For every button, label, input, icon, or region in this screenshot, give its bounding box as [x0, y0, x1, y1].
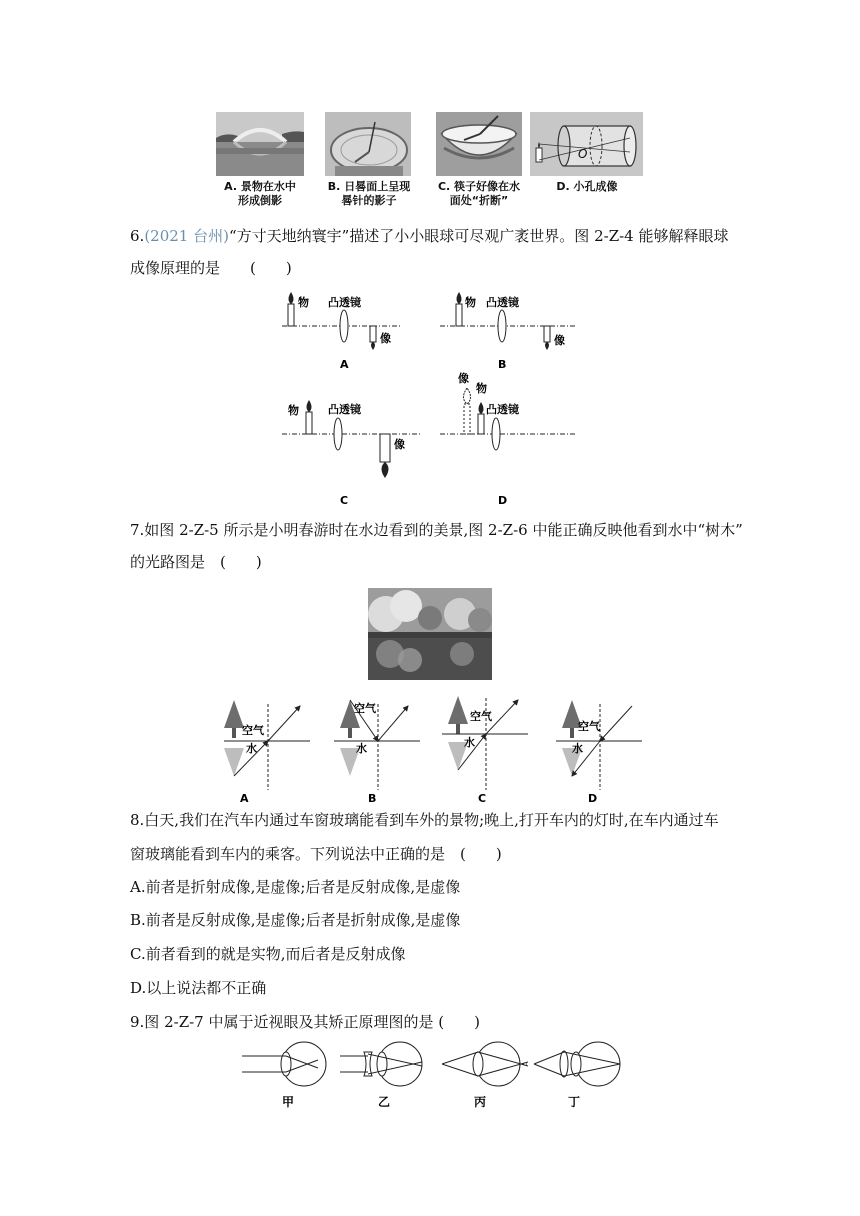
q7-light-path-diagrams: [210, 690, 650, 810]
q6-option-d: D: [498, 494, 508, 507]
q5-caption-d: D. 小孔成像: [556, 180, 618, 193]
svg-text:水: 水: [246, 742, 257, 755]
pinhole-camera-diagram: [530, 112, 643, 176]
svg-text:水: 水: [464, 736, 475, 749]
q8-option-c: C.前者看到的就是实物,而后者是反射成像: [130, 945, 406, 963]
svg-text:水: 水: [572, 742, 583, 755]
svg-text:物: 物: [465, 296, 476, 309]
q9-diagram-jia: [242, 1042, 326, 1109]
svg-text:水: 水: [356, 742, 367, 755]
svg-text:空气: 空气: [578, 720, 600, 733]
q6-diagram-d: [440, 371, 575, 507]
q6-diagram-c: [282, 400, 420, 507]
q9-option-bing: 丙: [474, 1095, 487, 1109]
q7-diagram-a: [224, 700, 310, 805]
bridge-reflection-photo: [216, 112, 304, 176]
svg-text:凸透镜: 凸透镜: [486, 403, 519, 416]
q7-option-a: A: [240, 792, 249, 805]
q6-option-c: C: [340, 494, 349, 507]
q7-diagram-d: [556, 700, 642, 805]
q7-diagram-b: [334, 700, 420, 805]
q6-option-b: B: [498, 358, 507, 371]
q8-option-a: A.前者是折射成像,是虚像;后者是反射成像,是虚像: [130, 878, 461, 896]
svg-text:凸透镜: 凸透镜: [328, 296, 361, 309]
q9-eye-diagrams: [238, 1040, 630, 1112]
svg-text:像: 像: [458, 372, 469, 385]
q9-option-yi: 乙: [378, 1095, 391, 1109]
q5-caption-c: C. 筷子好像在水 面处“折断”: [437, 180, 521, 207]
q6-diagram-b: [440, 292, 575, 371]
lake-scene-photo: [368, 588, 492, 680]
q8-question-line1: 8.白天,我们在汽车内通过车窗玻璃能看到车外的景物;晚上,打开车内的灯时,在车内通过车: [130, 811, 719, 829]
q6-diagram-a: [282, 292, 400, 371]
q9-diagram-bing: [442, 1042, 528, 1109]
sundial-photo: [325, 112, 411, 176]
svg-text:凸透镜: 凸透镜: [328, 403, 361, 416]
q7-question-line2: 的光路图是 ( ): [130, 553, 262, 571]
q7-question-line1: 7.如图 2-Z-5 所示是小明春游时在水边看到的美景,图 2-Z-6 中能正确反映他看到水中“树木”: [130, 521, 743, 539]
svg-text:像: 像: [380, 332, 391, 345]
svg-text:物: 物: [476, 382, 487, 395]
q8-option-d: D.以上说法都不正确: [130, 979, 267, 997]
svg-text:凸透镜: 凸透镜: [486, 296, 519, 309]
svg-text:物: 物: [288, 404, 299, 417]
svg-text:物: 物: [298, 296, 309, 309]
q8-question-line2: 窗玻璃能看到车内的乘客。下列说法中正确的是 ( ): [130, 845, 502, 863]
q6-lens-diagrams: [270, 282, 600, 512]
q9-option-ding: 丁: [568, 1095, 581, 1109]
svg-text:空气: 空气: [242, 724, 264, 737]
q7-option-b: B: [368, 792, 377, 805]
q7-option-c: C: [478, 792, 487, 805]
svg-text:空气: 空气: [354, 702, 376, 715]
pinhole-label: O: [578, 147, 588, 161]
q6-option-a: A: [340, 358, 349, 371]
q6-question-line2: 成像原理的是 ( ): [130, 259, 292, 277]
q7-option-d: D: [588, 792, 598, 805]
chopstick-bowl-photo: [436, 112, 522, 176]
svg-text:像: 像: [394, 438, 405, 451]
q8-option-b: B.前者是反射成像,是虚像;后者是折射成像,是虚像: [130, 911, 461, 929]
q6-question-line1: 6.(2021 台州)“方寸天地纳寰宇”描述了小小眼球可尽观广袤世界。图 2-Z-4 能够解释眼球: [130, 227, 729, 245]
q9-question-line1: 9.图 2-Z-7 中属于近视眼及其矫正原理图的是 ( ): [130, 1013, 480, 1031]
q5-caption-a: A. 景物在水中 形成倒影: [224, 180, 296, 207]
svg-text:空气: 空气: [470, 710, 492, 723]
q9-option-jia: 甲: [282, 1095, 295, 1109]
q9-diagram-ding: [534, 1042, 620, 1109]
q9-diagram-yi: [340, 1042, 422, 1109]
svg-text:像: 像: [554, 334, 565, 347]
q5-caption-b: B. 日晷面上呈现 晷针的影子: [327, 180, 411, 207]
q7-diagram-c: [442, 696, 528, 805]
